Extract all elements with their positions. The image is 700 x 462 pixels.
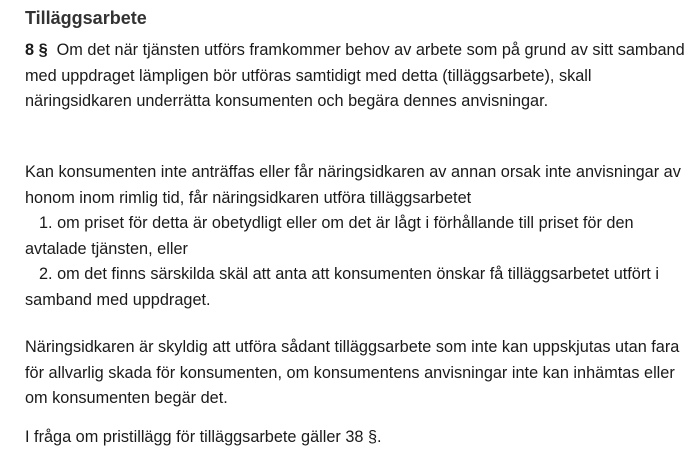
paragraph-2 bbox=[25, 160, 697, 313]
list-item-number: 1. bbox=[39, 214, 53, 232]
list-item-number: 2. bbox=[39, 265, 53, 283]
section-heading: Tilläggsarbete bbox=[25, 8, 147, 28]
paragraph-1 bbox=[25, 38, 697, 115]
list-item bbox=[25, 211, 697, 262]
paragraph-2-intro: Kan konsumenten inte anträffas eller får näringsidkaren av annan orsak inte anvisningar av honom inom rimlig tid, får näringsidkaren utföra tilläggsarbetet bbox=[25, 163, 681, 207]
paragraph-1-text: Om det när tjänsten utförs framkommer behov av arbete som på grund av sitt samband med uppdraget lämpligen bör utföras samtidigt med detta (tilläggsarbete), skall näringsidkaren underrätta konsumenten och begära dennes anvisningar. bbox=[25, 41, 685, 110]
list-item-text: om det finns särskilda skäl att anta att konsumenten önskar få tilläggsarbetet utfört i samband med uppdraget. bbox=[25, 265, 659, 309]
section-number: 8 § bbox=[25, 41, 48, 59]
list-item bbox=[25, 262, 697, 313]
list-item-text: om priset för detta är obetydligt eller om det är lågt i förhållande till priset för den avtalade tjänsten, eller bbox=[25, 214, 634, 258]
paragraph-3: Näringsidkaren är skyldig att utföra sådant tilläggsarbete som inte kan uppskjutas utan fara för allvarlig skada för konsumenten, om konsumentens anvisningar inte kan inhämtas eller om konsumenten begär det. bbox=[25, 338, 680, 407]
paragraph-4: I fråga om pristillägg för tilläggsarbete gäller 38 §. bbox=[25, 428, 382, 446]
